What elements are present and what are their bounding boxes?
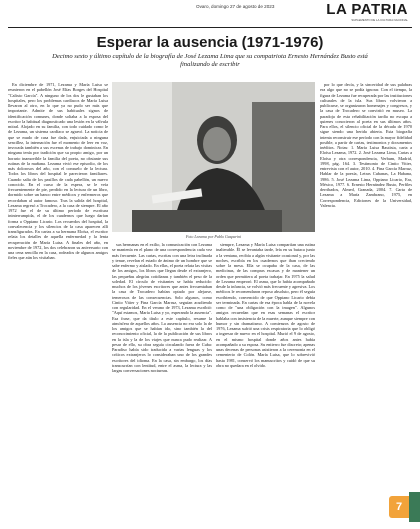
newspaper-logo: LA PATRIA xyxy=(326,1,408,18)
photo-caption: Foto Lezama por Pablo Gasparini xyxy=(185,234,242,239)
article-column-1 xyxy=(8,82,108,522)
article-photo xyxy=(112,82,315,232)
header-rule xyxy=(8,27,412,28)
article-title: Esperar la ausencia (1971-1976) xyxy=(96,34,324,51)
article-column-3 xyxy=(216,242,315,522)
column-3-text: siempre, Lezama y María Luisa compartían una rutina inalterable. Él se levantaba tarde, leía en su butaca junto a la ventana, recibía a algún visitante ocasional y, por las noches, escribía en los cuadernos que iban creciendo sobre la mesa. Ella se ocupaba de la casa, de las medicinas, de las compras escasas y de mantener un orden que permitiera al poeta trabajar. En 1975 la salud de Lezama empeoró. El asma, que lo había acompañado desde la infancia, se volvió más frecuente y agresiva. Los médicos le recomendaron reposo absoluto, pero él seguía escribiendo, convencido de que Oppiano Licario debía ser terminada. En cartas de esa época habla de la novela como de "una obligación con la imagen". Algunos amigos recuerdan que en esas semanas el escritor hablaba con insistencia de la muerte, aunque siempre con humor y sin dramatismo. A comienzos de agosto de 1976, Lezama sufrió una crisis respiratoria que lo obligó a ingresar de nuevo en el hospital. Murió el 9 de agosto, en el mismo hospital donde años antes había acompañado a su esposa. Su entierro fue discreto; apenas unas decenas de personas asistieron a la ceremonia en el cementerio de Colón. María Luisa, que lo sobrevivió hasta 1981, conservó los manuscritos y cuidó de que su obra no quedara en el olvido. xyxy=(216,242,315,368)
newspaper-tagline: SUPLEMENTO DE LA CULTURA NACIONAL xyxy=(351,18,408,22)
article-column-4 xyxy=(320,82,412,490)
article-subtitle: Decimo sexto y último capítulo de la biografía de José Lezama Lima que su compatriota Ernesto Hernández Busto está finalizando de escribir xyxy=(52,53,368,68)
page-edge-tab xyxy=(409,492,420,522)
article-column-2 xyxy=(112,242,212,522)
column-4-text: por lo que decía, y la sinceridad de sus palabras era algo que no se podía ignorar. Con el tiempo, la figura de Lezama fue recuperada por las instituciones culturales de la isla. Sus libros volvieron a publicarse, se organizaron homenajes y congresos, y la casa de Trocadero se convirtió en museo. La paradoja de esta rehabilitación tardía no escapa a quienes conocieron al poeta en sus últimos años. Para ellos, el silencio oficial de la década de 1970 sigue siendo una herida abierta. Esta biografía intenta reconstruir ese período con la mayor fidelidad posible, a partir de cartas, testimonios y documentos inéditos. Notas: 1. María Luisa Bautista, carta a Eloísa Lezama, 1972. 2. José Lezama Lima, Cartas a Eloísa y otra correspondencia, Verbum, Madrid, 1998, pág. 164. 3. Testimonio de Cintio Vitier, entrevista con el autor, 2010. 4. Fina García Marruz, Hablar de la poesía, Letras Cubanas, La Habana, 1986. 5. José Lezama Lima, Oppiano Licario, Era, México, 1977. 6. Ernesto Hernández Busto, Perfiles derribados, Almed, Granada, 2004. 7. Carta de Lezama a María Zambrano, 1975, en Correspondencia, Ediciones de la Universidad, Valencia. xyxy=(320,82,412,208)
column-1-text: En diciembre de 1971, Lezama y María Luisa se reunieron en el pabellón José Elías Borges del Hospital "Calixto García". A ninguno de los dos le gustaban los hospitales, pero los problemas cardíacos de María Luisa llevaron al otro, en lo que ya no pudo ser más que importante. Admite de sus habituales signos de identificación comunes, donde soltaba a la esposa del escritor la habitual diagnosticado una lesión en la válvula mitral. Alojado en su familia, con todo cuidado como le de Lezama, un sistema cardíaco se agravó. La noticia de que se mudo de casa fue dada, enjuiciada a ninguna sencillez, la internación fue el momento de leer en voz, invocada también a sus escenas de trabajo dominicar. En ninguna tenía por tradición que su propio amigo, por un horario inamovible la familia del poeta, no obstante sus rutinas de la mañana. Lezama vivió ese episodio, de los más dolorosos del año, con el consuelo de la lectura. Todos los libros del hospital le parecieron familiares. Cuando salía de los pasillos de cada pabellón, un nuevo conocido. En el curso de la espera, se le veía frecuentemente de pie, perdido en la lectura de un libro, dormido sobre un banco entre médicos y enfermeros que recordaban al autor famoso. Tras la salida del hospital, Lezama regresó a Trocadero, a la casa de siempre. El año 1972 fue el de su último período de escritura ininterrumpida, el de los cuadernos que luego darían forma a Oppiano Licario. Los recuerdos del hospital, la convalecencia y los silencios de la casa aparecen allí transfigurados. En cartas a su hermana Eloísa, el escritor relata los detalles de aquella enfermedad y la lenta recuperación de María Luisa. A finales del año, en noviembre de 1972, los dos celebraron su aniversario con una cena sencilla en la casa, rodeados de algunos amigos fieles que aún los visitaban. xyxy=(8,82,108,261)
page-header xyxy=(0,0,420,30)
column-2-text: sus hermanas en el exilio, la comunicación con Lezama se mantenía en el plano de una correspondencia cada vez más frecuente. Las cartas, escritas con una letra inclinada y tenue, revelan el estado de ánimo de un hombre que se sabe enfermo y aislado. En ellas, el poeta relata las visitas de los amigos, los libros que llegan desde el extranjero, las pequeñas alegrías cotidianas y también el peso de la soledad. El círculo de visitantes se había reducido: muchos de los jóvenes escritores que antes frecuentaban la casa de Trocadero habían optado por alejarse, temerosos de las consecuencias. Solo algunos, como Cintio Vitier y Fina García Marruz, seguían acudiendo con regularidad. En el verano de 1973, Lezama escribió: "Aquí estamos, María Luisa y yo, esperando la ausencia". Esa frase, que da título a este capítulo, resume la atmósfera de aquellos años. La ausencia no era solo la de los amigos que se habían ido, sino también la del reconocimiento oficial, la de la publicación de sus libros en la isla y la de los viajes que nunca pudo realizar. A pesar de ello, su obra seguía circulando fuera de Cuba: Paradiso había sido traducida a varias lenguas y los críticos extranjeros lo consideraban uno de los grandes escritores del idioma. En la casa, sin embargo, los días transcurrían con lentitud, entre el asma, la lectura y las largas conversaciones nocturnas. xyxy=(112,242,212,373)
photo-illustration xyxy=(112,82,315,232)
page-number: 7 xyxy=(389,496,409,518)
issue-date: Ovaro, domingo 27 de agosto de 2023 xyxy=(196,4,275,9)
